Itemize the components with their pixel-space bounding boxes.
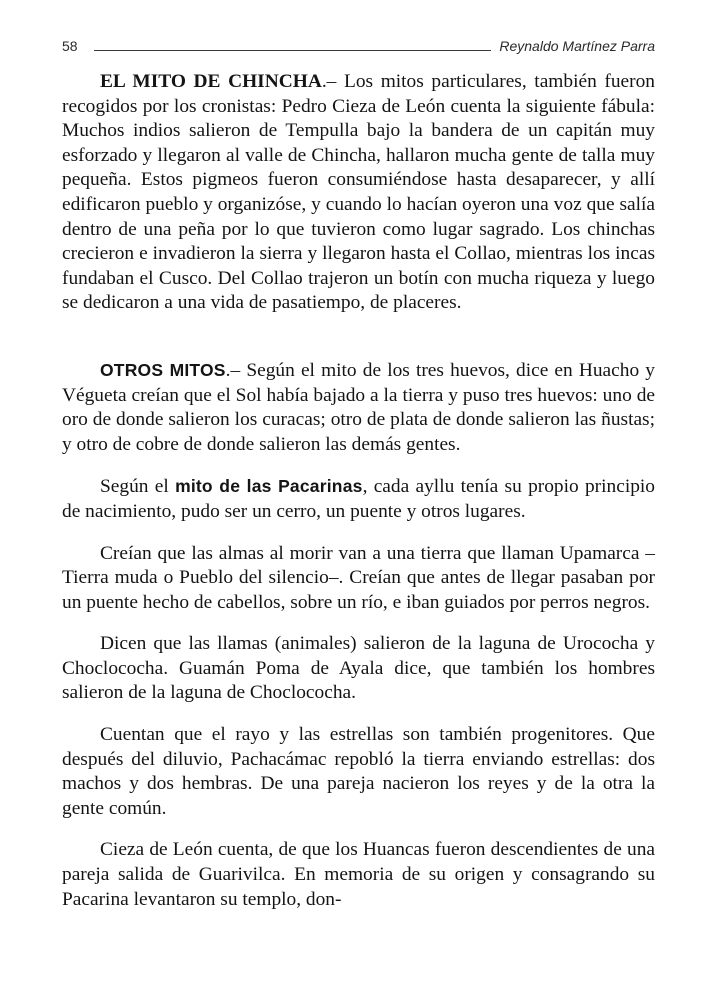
running-header bbox=[62, 33, 655, 55]
page-number: 58 bbox=[62, 38, 78, 54]
section-heading-mito-de-chincha: EL MITO DE CHINCHA bbox=[100, 71, 322, 92]
paragraph-otros-mitos bbox=[62, 358, 655, 457]
paragraph-text: Creían que las almas al morir van a una tierra que llaman Upamarca –Tierra muda o Pueblo del silencio–. Creían que antes de llegar pasaban por un puente hecho de cabellos, sobre un río, e iban guiados por perros negros. bbox=[62, 542, 655, 613]
paragraph-pacarinas bbox=[62, 474, 655, 524]
paragraph-text: .– Los mitos particulares, también fueron recogidos por los cronistas: Pedro Cieza de León cuenta la siguiente fábula: Muchos indios salieron de Tempulla bajo la bandera de un capitán muy esforzado y llegaron al valle de Chincha, hallaron mucha gente de talla muy pequeña. Estos pigmeos fueron consumiéndose hasta desaparecer, y allí edificaron pueblo y organizóse, y cuando lo hacían oyeron una voz que salía dentro de una peña por lo que tuvieron como lugar sagrado. Los chinchas crecieron e invadieron la sierra y llegaron hasta el Collao, mientras los incas fundaban el Cusco. Del Collao trajeron un botín con mucha riqueza y luego se dedicaron a una vida de pasatiempo, de placeres. bbox=[62, 71, 655, 314]
paragraph-text: , cada ayllu tenía su propio principio de nacimiento, pudo ser un cerro, un puente y otros lugares. bbox=[62, 476, 655, 522]
paragraph-llamas bbox=[62, 632, 655, 706]
paragraph-huancas bbox=[62, 838, 655, 912]
header-rule bbox=[94, 49, 492, 51]
section-heading-otros-mitos: OTROS MITOS bbox=[100, 359, 226, 380]
paragraph-text: Cieza de León cuenta, de que los Huancas fueron descendientes de una pareja salida de Guarivilca. En memoria de su origen y consagrando su Pacarina levantaron su templo, don- bbox=[62, 839, 655, 910]
paragraph-mito-de-chincha bbox=[62, 70, 655, 316]
body-text bbox=[62, 70, 655, 912]
paragraph-text: Cuentan que el rayo y las estrellas son también progenitores. Que después del diluvio, Pachacámac repobló la tierra enviando estrellas: dos machos y dos hembras. De una pareja nacieron los reyes y de la otra la gente común. bbox=[62, 724, 655, 819]
running-header-author: Reynaldo Martínez Parra bbox=[499, 38, 655, 54]
paragraph-rayo-estrellas bbox=[62, 723, 655, 821]
paragraph-upamarca bbox=[62, 542, 655, 616]
bold-term-pacarinas: mito de las Pacarinas bbox=[175, 476, 363, 497]
paragraph-text: .– Según el mito de los tres huevos, dice en Huacho y Végueta creían que el Sol había bajado a la tierra y puso tres huevos: uno de oro de donde salieron los curacas; otro de plata de donde salieron las ñustas; y otro de cobre de donde salieron las demás gentes. bbox=[62, 359, 655, 455]
paragraph-text: Dicen que las llamas (animales) salieron de la laguna de Urococha y Choclococha. Guamán Poma de Ayala dice, que también los hombres salieron de la laguna de Choclococha. bbox=[62, 633, 655, 704]
paragraph-text-pre: Según el bbox=[100, 476, 176, 498]
